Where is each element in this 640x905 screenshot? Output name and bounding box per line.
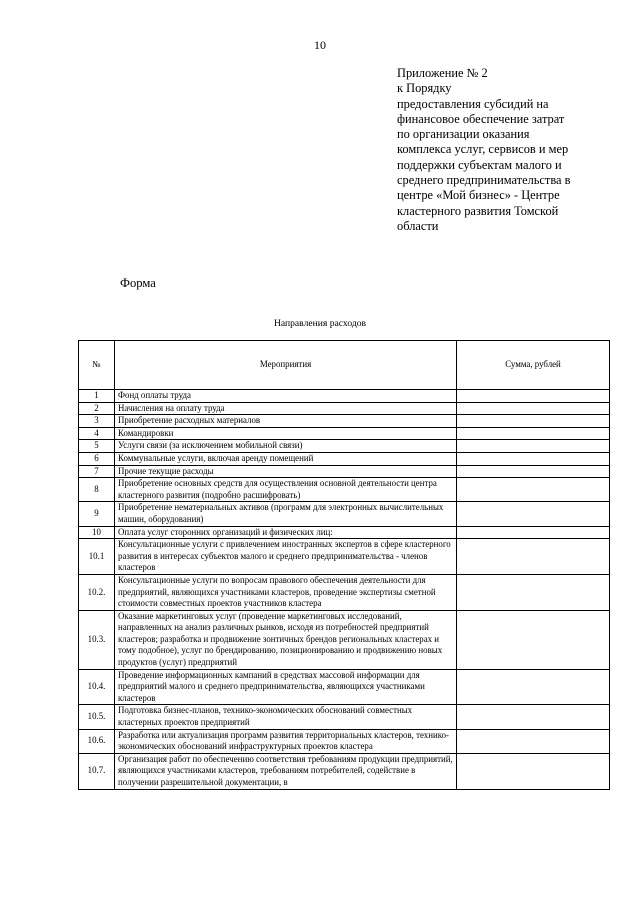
table-header-row [79,341,610,390]
row-activity: Оказание маркетинговых услуг (проведение маркетинговых исследований, направленных на анализ различных рынков, исходя из потребностей предприятий кластеров; разработка и продвижение зонтичных брендов региональных кластерах и тому подобное), услуг по брендированию, позиционированию и продвижению новых продуктов (услуг) предприятий [115,610,457,669]
row-amount-cell [457,574,610,610]
row-number: 9 [79,502,115,526]
row-activity: Приобретение расходных материалов [115,415,457,428]
row-activity: Коммунальные услуги, включая аренду помещений [115,452,457,465]
row-activity: Начисления на оплату труда [115,402,457,415]
table-row [79,526,610,539]
table-row [79,427,610,440]
row-amount-cell [457,465,610,478]
row-activity: Прочие текущие расходы [115,465,457,478]
row-activity: Приобретение нематериальных активов (программ для электронных вычислительных машин, оборудования) [115,502,457,526]
row-number: 4 [79,427,115,440]
table-title: Направления расходов [273,318,367,329]
table-row [79,705,610,729]
row-number: 1 [79,390,115,403]
row-activity: Разработка или актуализация программ развития территориальных кластеров, технико-экономических обоснований инфраструктурных проектов кластера [115,729,457,753]
header-num: № [79,341,115,390]
table-row [79,440,610,453]
row-activity: Фонд оплаты труда [115,390,457,403]
row-number: 3 [79,415,115,428]
page-number: 10 [314,38,326,52]
row-number: 2 [79,402,115,415]
table-row [79,390,610,403]
row-number: 6 [79,452,115,465]
row-amount-cell [457,452,610,465]
appendix-line: по организации оказания [397,127,530,142]
row-activity: Консультационные услуги с привлечением иностранных экспертов в сфере кластерного развития в интересах субъектов малого и среднего предпринимательства - членов кластеров [115,539,457,575]
row-number: 7 [79,465,115,478]
row-number: 10 [79,526,115,539]
row-amount-cell [457,478,610,502]
table-row [79,478,610,502]
row-amount-cell [457,502,610,526]
appendix-line: финансовое обеспечение затрат [397,111,565,126]
row-number: 10.4. [79,669,115,705]
table-row [79,539,610,575]
table-row [79,610,610,669]
row-number: 10.5. [79,705,115,729]
row-activity: Оплата услуг сторонних организаций и физических лиц: [115,526,457,539]
table-row [79,729,610,753]
appendix-line: среднего предпринимательства в [397,173,571,188]
row-activity: Подготовка бизнес-планов, технико-экономических обоснований совместных кластерных проектов предприятий [115,705,457,729]
row-number: 5 [79,440,115,453]
appendix-line: поддержки субъектам малого и [397,157,562,172]
header-activities: Мероприятия [115,341,457,390]
appendix-line: центре «Мой бизнес» - Центре [397,188,560,203]
row-number: 10.6. [79,729,115,753]
row-amount-cell [457,753,610,789]
row-amount-cell [457,402,610,415]
row-amount-cell [457,729,610,753]
row-activity: Приобретение основных средств для осуществления основной деятельности центра кластерного развития (подробно расшифровать) [115,478,457,502]
form-label: Форма [120,276,156,290]
row-amount-cell [457,427,610,440]
appendix-line: комплекса услуг, сервисов и мер [397,142,569,157]
row-amount-cell [457,526,610,539]
table-row [79,574,610,610]
table-row [79,753,610,789]
table-row [79,669,610,705]
table-row [79,465,610,478]
appendix-line: области [397,218,439,233]
row-number: 10.1 [79,539,115,575]
row-number: 10.7. [79,753,115,789]
row-activity: Проведение информационных кампаний в средствах массовой информации для предприятий малого и среднего предпринимательства, являющихся участниками кластеров [115,669,457,705]
row-number: 10.2. [79,574,115,610]
row-amount-cell [457,539,610,575]
row-amount-cell [457,610,610,669]
row-amount-cell [457,705,610,729]
appendix-line: кластерного развития Томской [397,203,559,218]
expenses-table [78,340,610,790]
appendix-line: предоставления субсидий на [397,96,549,111]
row-activity: Консультационные услуги по вопросам правового обеспечения деятельности для предприятий, являющихся участниками кластеров, проведение экспертизы сметной стоимости совместных проектов участников кластера [115,574,457,610]
appendix-line: к Порядку [397,81,452,96]
row-amount-cell [457,440,610,453]
row-activity: Командировки [115,427,457,440]
row-number: 8 [79,478,115,502]
table-row [79,402,610,415]
row-amount-cell [457,669,610,705]
table-row [79,415,610,428]
row-activity: Услуги связи (за исключением мобильной связи) [115,440,457,453]
table-row [79,452,610,465]
header-amount: Сумма, рублей [457,341,610,390]
appendix-header [397,66,617,234]
row-amount-cell [457,390,610,403]
row-activity: Организация работ по обеспечению соответствия требованиям продукции предприятий, являющихся участниками кластеров, требованиям потребителей, содействие в получении разрешительной документации, в [115,753,457,789]
appendix-line: Приложение № 2 [397,66,488,80]
row-number: 10.3. [79,610,115,669]
row-amount-cell [457,415,610,428]
table-row [79,502,610,526]
